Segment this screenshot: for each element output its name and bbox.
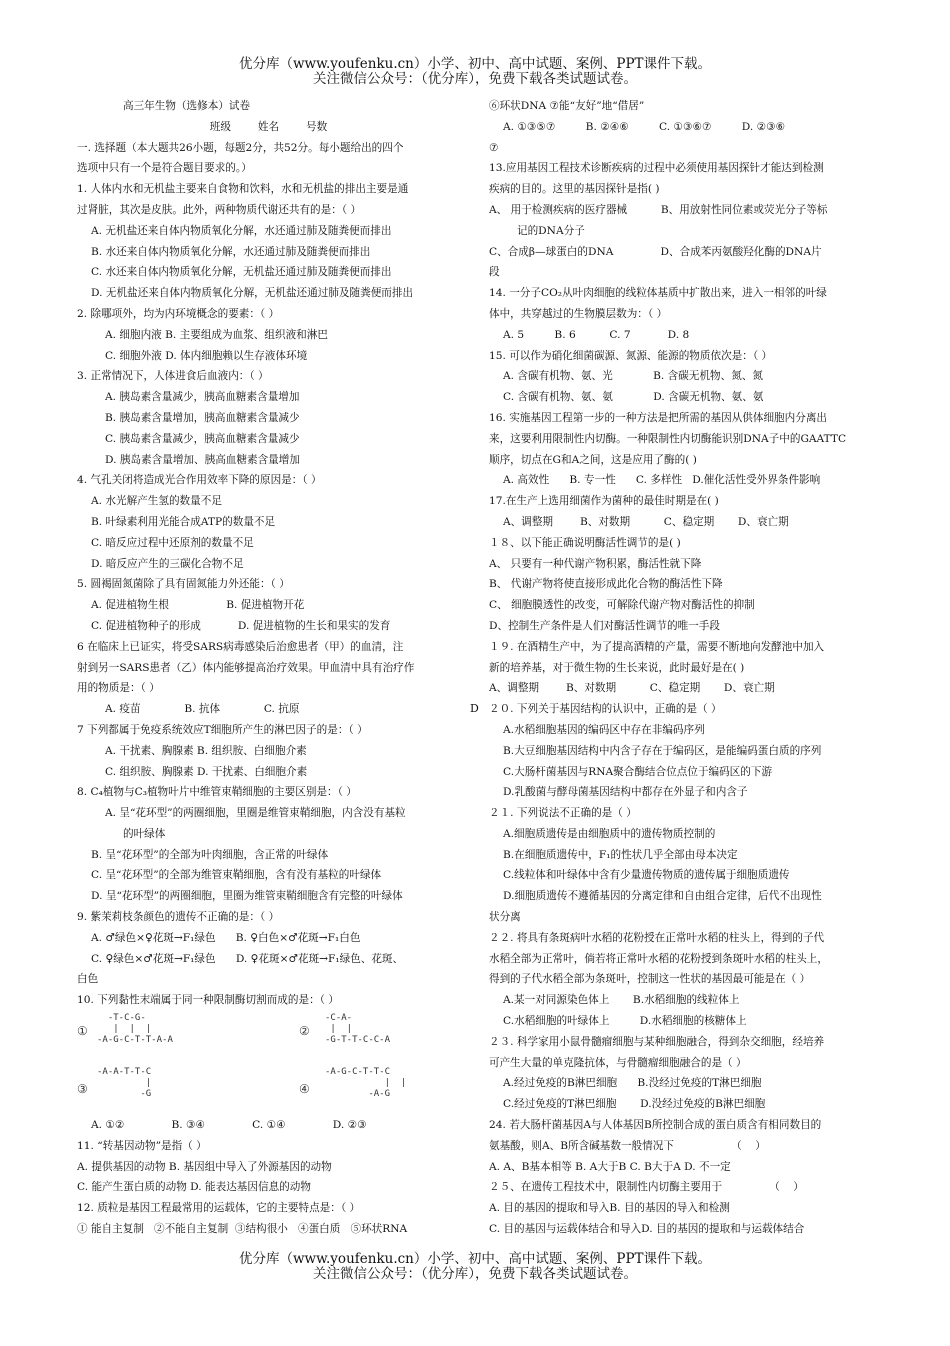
sticky-end-2: -C-A- | | -G-T-T-C-C-A — [325, 1013, 391, 1046]
right-line: 来，这要利用限制性内切酶。一种限制性内切酶能识别DNA子中的GAATTC — [489, 432, 847, 445]
right-line: 得到的子代水稻全部为条斑叶，控制这一性状的基因最可能是在（ ） — [489, 973, 811, 986]
exam-meta: 班级 姓名 号数 — [209, 120, 328, 133]
left-column — [77, 96, 460, 1240]
left-line: 用的物质是：（ ） — [77, 682, 160, 695]
right-line: A.某一对同源染色体上 B.水稻细胞的线粒体上 — [503, 994, 740, 1007]
right-line: 疾病的目的。这里的基因探针是指( ) — [489, 183, 660, 196]
left-line: 9. 紫茉莉枝条颜色的遗传不正确的是：（ ） — [77, 911, 280, 924]
left-line: 一. 选择题（本大题共26小题，每题2分，共52分。每小题给出的四个 — [77, 141, 404, 154]
left-line: 6 在临床上已证实，将受SARS病毒感染后治愈患者（甲）的血清，注 — [77, 640, 404, 653]
left-line: C. 暗反应过程中还原剂的数量不足 — [91, 536, 254, 549]
right-line: ⑦ — [489, 141, 499, 154]
left-line: C. 促进植物种子的形成 D. 促进植物的生长和果实的发育 — [91, 619, 391, 632]
left-line: D. 呈“花环型”的两圈细胞，里圈为维管束鞘细胞含有完整的叶绿体 — [91, 890, 403, 903]
header-line-1: 优分库（www.youfenku.cn）小学、初中、高中试题、案例、PPT课件下载。 — [238, 56, 712, 72]
right-line: A. 高效性 B. 专一性 C. 多样性 D.催化活性受外界条件影响 — [503, 474, 821, 487]
left-line: 白色 — [77, 973, 99, 986]
left-line: A. 胰岛素含量减少，胰高血糖素含量增加 — [105, 391, 300, 404]
left-line: C. 呈“花环型”的全部为维管束鞘细胞，含有没有基粒的叶绿体 — [91, 869, 382, 882]
left-line: 的叶绿体 — [123, 827, 166, 840]
right-line: B、 代谢产物将使直接形成此化合物的酶活性下降 — [489, 578, 723, 591]
right-line: C. 目的基因与运载体结合和导入D. 目的基因的提取和与运载体结合 — [489, 1223, 805, 1236]
footer-line-2: 关注微信公众号：（优分库），免费下载各类试题试卷。 — [313, 1266, 637, 1282]
left-line: 7 下列都属于免疫系统效应T细胞所产生的淋巴因子的是：（ ） — [77, 723, 368, 736]
left-line: 过肾脏，其次是皮肤。此外，两种物质代谢还共有的是：（ ） — [77, 203, 362, 216]
sticky-end-1: -T-C-G- | | | -A-G-C-T-T-A-A — [97, 1013, 173, 1046]
right-column — [489, 96, 873, 1240]
right-line: B.在细胞质遗传中，F₁的性状几乎全部由母本决定 — [503, 848, 738, 861]
sticky-end-3: -A-A-T-T-C | -G — [97, 1067, 152, 1100]
page-footer-banner — [0, 1252, 950, 1282]
right-line: 段 — [489, 266, 500, 279]
left-line: B. 胰岛素含量增加，胰高血糖素含量减少 — [105, 411, 300, 424]
left-line: 10. 下列黏性末端属于同一种限制酶切割而成的是：（ ） — [77, 994, 339, 1007]
right-line: 记的DNA分子 — [517, 224, 585, 237]
right-line: A、调整期 B、对数期 C、稳定期 D、衰亡期 — [489, 682, 775, 695]
left-line: C. 能产生蛋白质的动物 D. 能表达基因信息的动物 — [77, 1181, 311, 1194]
left-line: A. 促进植物生根 B. 促进植物开花 — [91, 599, 305, 612]
left-line: A. 干扰素、胸腺素 B. 组织胺、白细胞介素 — [105, 744, 307, 757]
option-marker-1: ① — [77, 1024, 88, 1039]
exam-title: 高三年生物（选修本）试卷 — [123, 100, 251, 112]
left-line: A. ①② B. ③④ C. ①④ D. ②③ — [91, 1119, 367, 1132]
right-line: ２５、在遗传工程技术中，限制性内切酶主要用于 （ ） — [489, 1181, 804, 1194]
left-line: B. 叶绿素利用光能合成ATP的数量不足 — [91, 515, 276, 528]
right-line: 14. 一分子CO₂从叶肉细胞的线粒体基质中扩散出来，进入一相邻的叶绿 — [489, 287, 827, 300]
right-line: B.大豆细胞基因结构中内含子存在于编码区，是能编码蛋白质的序列 — [503, 744, 822, 757]
left-line: ① 能自主复制 ②不能自主复制 ③结构很小 ④蛋白质 ⑤环状RNA — [77, 1223, 408, 1236]
right-line: D、控制生产条件是人们对酶活性调节的唯一手段 — [489, 619, 720, 632]
right-line: A. 目的基因的提取和导入B. 目的基因的导入和检测 — [489, 1202, 730, 1215]
right-line: A、 用于检测疾病的医疗器械 B、用放射性同位素或荧光分子等标 — [489, 203, 828, 216]
left-line: 3. 正常情况下，人体进食后血液内：（ ） — [77, 370, 269, 383]
right-line: 15. 可以作为硝化细菌碳源、氮源、能源的物质依次是：（ ） — [489, 349, 773, 362]
right-line: A. ①③⑤⑦ B. ②④⑥ C. ①③⑥⑦ D. ②③⑥ — [503, 120, 786, 133]
left-line: 8. C₄植物与C₃植物叶片中维管束鞘细胞的主要区别是：（ ） — [77, 786, 357, 799]
left-line: D. 暗反应产生的三碳化合物不足 — [91, 557, 244, 570]
right-line: A、调整期 B、对数期 C、稳定期 D、衰亡期 — [503, 515, 789, 528]
sticky-end-4: -A-G-C-T-T-C | | -A-G — [325, 1067, 407, 1100]
left-line: 射到另一SARS患者（乙）体内能够提高治疗效果。甲血清中具有治疗作 — [77, 661, 415, 674]
left-line: 4. 气孔关闭将造成光合作用效率下降的原因是：（ ） — [77, 474, 322, 487]
right-line: ２０. 下列关于基因结构的认识中，正确的是（ ） — [489, 703, 722, 716]
left-line: C. 组织胺、胸腺素 D. 干扰素、白细胞介素 — [105, 765, 308, 778]
right-line: A、 只要有一种代谢产物积累，酶活性就下降 — [489, 557, 702, 570]
left-line: B. 水还来自体内物质氧化分解，水还通过肺及随粪便而排出 — [91, 245, 371, 258]
right-line: A.水稻细胞基因的编码区中存在非编码序列 — [503, 723, 705, 736]
left-line: D. 胰岛素含量增加、胰高血糖素含量增加 — [105, 453, 300, 466]
right-line: A.细胞质遗传是由细胞质中的遗传物质控制的 — [503, 827, 716, 840]
right-line: D.乳酸菌与酵母菌基因结构中都存在外显子和内含子 — [503, 786, 748, 799]
right-line: 氨基酸，则A、B所含碱基数一般情况下 （ ） — [489, 1139, 766, 1152]
right-line: C.经过免疫的T淋巴细胞 D.没经过免疫的B淋巴细胞 — [503, 1098, 766, 1111]
left-line: 选项中只有一个是符合题目要求的。） — [77, 162, 252, 175]
option-marker-3: ③ — [77, 1082, 88, 1097]
right-line: 16. 实施基因工程第一步的一种方法是把所需的基因从供体细胞内分离出 — [489, 411, 828, 424]
right-line: １８、以下能正确说明酶活性调节的是( ) — [489, 536, 681, 549]
left-line: A. 呈“花环型”的两圈细胞，里圈是维管束鞘细胞，内含没有基粒 — [105, 807, 406, 820]
right-line: 状分离 — [489, 911, 521, 924]
right-line: １９. 在酒精生产中，为了提高酒精的产量，需要不断地向发酵池中加入 — [489, 640, 825, 653]
right-line: D.细胞质遗传不遵循基因的分离定律和自由组合定律，后代不出现性 — [503, 890, 822, 903]
right-line: A.经过免疫的B淋巴细胞 B.没经过免疫的T淋巴细胞 — [503, 1077, 762, 1090]
right-line: 体中，共穿越过的生物膜层数为：（ ） — [489, 307, 668, 320]
right-line: C、 细胞膜透性的改变，可解除代谢产物对酶活性的抑制 — [489, 599, 755, 612]
left-line: 2. 除哪项外，均为内环境概念的要素：（ ） — [77, 307, 280, 320]
right-line: C.大肠杆菌基因与RNA聚合酶结合位点位于编码区的下游 — [503, 765, 773, 778]
right-line: 24. 若大肠杆菌基因A与人体基因B所控制合成的蛋白质含有相同数目的 — [489, 1119, 822, 1132]
right-line: 顺序，切点在G和A之间，这是应用了酶的( ) — [489, 453, 697, 466]
right-line: C.水稻细胞的叶绿体上 D.水稻细胞的核糖体上 — [503, 1015, 747, 1028]
option-marker-4: ④ — [299, 1082, 310, 1097]
option-marker-2: ② — [299, 1024, 310, 1039]
side-mark: D — [470, 702, 479, 715]
left-line: C. ♀绿色×♂花斑→F₁绿色 D. ♀花斑×♂花斑→F₁绿色、花斑、 — [91, 952, 404, 965]
left-line: D. 无机盐还来自体内物质氧化分解，无机盐还通过肺及随粪便而排出 — [91, 287, 414, 300]
left-line: C. 胰岛素含量减少，胰高血糖素含量减少 — [105, 432, 300, 445]
sticky-ends-figure — [77, 1011, 460, 1115]
left-line: 5. 圆褐固氮菌除了具有固氮能力外还能：（ ） — [77, 578, 290, 591]
left-line: A. 无机盐还来自体内物质氧化分解，水还通过肺及随粪便而排出 — [91, 224, 392, 237]
right-line: 17.在生产上选用细菌作为菌种的最佳时期是在( ) — [489, 495, 719, 508]
left-line: 1. 人体内水和无机盐主要来自食物和饮料，水和无机盐的排出主要是通 — [77, 183, 409, 196]
left-line: A. 提供基因的动物 B. 基因组中导入了外源基因的动物 — [77, 1160, 332, 1173]
left-line: C. 水还来自体内物质氧化分解，无机盐还通过肺及随粪便而排出 — [91, 266, 392, 279]
right-line: C.线粒体和叶绿体中含有少量遗传物质的遗传属于细胞质遗传 — [503, 869, 790, 882]
header-line-2: 关注微信公众号：（优分库），免费下载各类试题试卷。 — [313, 71, 637, 87]
footer-line-1: 优分库（www.youfenku.cn）小学、初中、高中试题、案例、PPT课件下载。 — [238, 1251, 712, 1267]
right-line: ２３. 科学家用小鼠骨髓瘤细胞与某种细胞融合，得到杂交细胞，经培养 — [489, 1035, 825, 1048]
left-line: 12. 质粒是基因工程最常用的运载体，它的主要特点是：（ ） — [77, 1202, 361, 1215]
right-line: A. A、B基本相等 B. A大于B C. B大于A D. 不一定 — [489, 1160, 731, 1173]
right-line: ２１. 下列说法不正确的是（ ） — [489, 807, 637, 820]
left-line: B. 呈“花环型”的全部为叶肉细胞，含正常的叶绿体 — [91, 848, 329, 861]
right-line: A. 5 B. 6 C. 7 D. 8 — [503, 328, 690, 341]
right-line: ２２. 将具有条斑病叶水稻的花粉授在正常叶水稻的柱头上，得到的子代 — [489, 931, 825, 944]
left-line: C. 细胞外液 D. 体内细胞赖以生存液体环境 — [105, 349, 308, 362]
page-header-banner — [0, 57, 950, 87]
right-line: 13.应用基因工程技术诊断疾病的过程中必须使用基因探针才能达到检测 — [489, 162, 824, 175]
left-line: 11. “转基因动物”是指（ ） — [77, 1139, 207, 1152]
right-line: 可产生大量的单克隆抗体，与骨髓瘤细胞融合的是（ ） — [489, 1056, 747, 1069]
left-line: A. 细胞内液 B. 主要组成为血浆、组织液和淋巴 — [105, 328, 328, 341]
right-line: 水稻全部为正常叶，倘若将正常叶水稻的花粉授到条斑叶水稻的柱头上， — [489, 952, 828, 965]
left-line: A. 水光解产生氢的数量不足 — [91, 495, 222, 508]
right-line: 新的培养基，对于微生物的生长来说，此时最好是在( ) — [489, 661, 745, 674]
right-line: C. 含碳有机物、氨、氨 D. 含碳无机物、氨、氨 — [503, 391, 764, 404]
right-line: A. 含碳有机物、氨、光 B. 含碳无机物、氮、氮 — [503, 370, 764, 383]
left-line: A. 疫苗 B. 抗体 C. 抗原 — [105, 703, 300, 716]
right-line: C、合成β—球蛋白的DNA D、合成苯丙氨酸羟化酶的DNA片 — [489, 245, 822, 258]
right-line: ⑥环状DNA ⑦能“友好”地“借居” — [489, 100, 645, 112]
left-line: A. ♂绿色×♀花斑→F₁绿色 B. ♀白色×♂花斑→F₁白色 — [91, 931, 361, 944]
